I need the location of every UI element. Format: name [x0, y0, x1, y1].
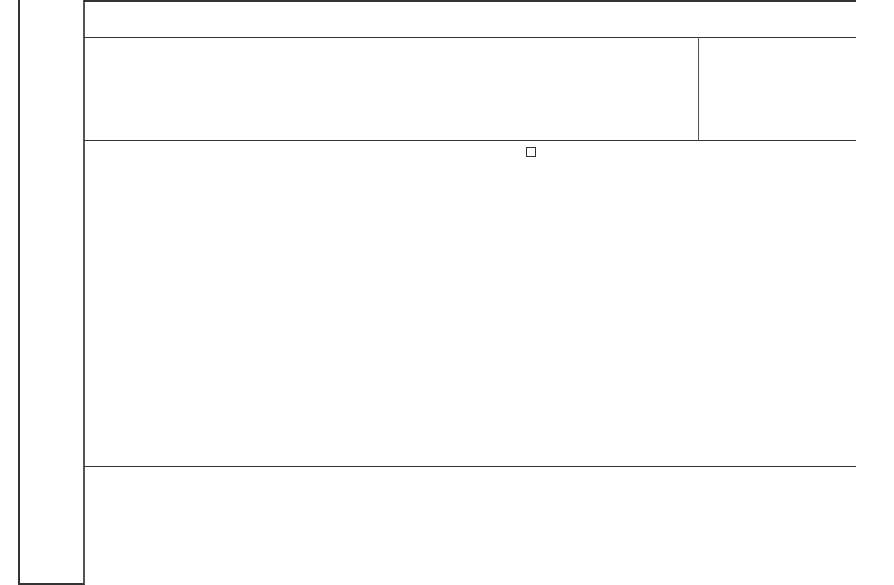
issuer-stamp-area	[698, 37, 856, 141]
card-payment-checkbox[interactable]	[526, 147, 536, 157]
card-payment-option[interactable]	[526, 147, 544, 157]
amount-row[interactable]	[93, 117, 107, 133]
left-margin-column	[18, 0, 85, 585]
series-number-label	[532, 13, 556, 31]
pesel-row[interactable]	[94, 241, 97, 257]
payment-type-options[interactable]	[96, 145, 102, 162]
divider-footer	[84, 466, 856, 467]
